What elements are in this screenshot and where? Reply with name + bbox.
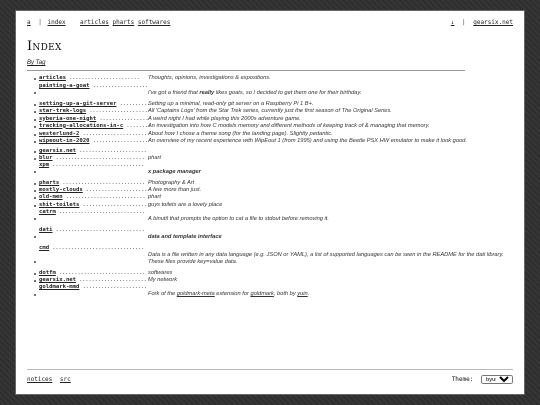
item-description: All 'Captains Logs' from the Star Trek series, currently just the first season of The Original Series. bbox=[148, 108, 392, 115]
list-item: catrm ............................ A binutil that prompts the option to cat a file to stdout before removing it. bbox=[34, 209, 513, 223]
top-nav bbox=[27, 19, 513, 29]
nav-right bbox=[451, 19, 513, 29]
page bbox=[15, 10, 525, 395]
list-item: shit-toilets ..................... guys toilets are a lovely place bbox=[34, 202, 513, 209]
tag-link[interactable]: dati bbox=[39, 226, 53, 233]
list-item: dati ............................. data and template interface bbox=[34, 227, 513, 241]
list-item: mostly-clouds .................... A few more than just. bbox=[34, 187, 513, 194]
list-item: setting-up-a-git-server .......... Setting up a minimal, read-only git server on a Raspberry Pi 1 B+. bbox=[34, 101, 513, 108]
list-item: syberia-one-night ................ A weird night I had while playing this 2000s adventure game. bbox=[34, 116, 513, 123]
tag-link[interactable]: cmd bbox=[39, 244, 50, 251]
item-description: x package manager bbox=[148, 169, 201, 176]
item-description: phart bbox=[148, 154, 161, 161]
item-description: A few more than just. bbox=[148, 187, 202, 194]
yuin-link[interactable]: yuin bbox=[297, 291, 308, 298]
item-description: About how I chose a theme song (for the landing page). Slightly pedantic. bbox=[148, 130, 333, 137]
nav-home-link[interactable]: a bbox=[27, 19, 31, 26]
notices-link[interactable]: notices bbox=[27, 376, 53, 383]
item-description: data and template interface bbox=[148, 233, 222, 240]
tag-link[interactable]: mostly-clouds bbox=[39, 187, 83, 194]
by-tag-link[interactable]: By Tag bbox=[27, 60, 46, 66]
item-description: An investigation into how C models memory and different methods of keeping track of & managing that memory. bbox=[148, 122, 430, 129]
tag-link[interactable]: setting-up-a-git-server bbox=[39, 101, 117, 108]
divider bbox=[27, 70, 465, 71]
theme-picker bbox=[452, 375, 513, 384]
item-description: phart bbox=[148, 194, 161, 201]
theme-select[interactable] bbox=[481, 375, 513, 384]
tag-link[interactable]: syberia-one-night bbox=[39, 115, 97, 122]
footer bbox=[27, 369, 513, 384]
nav-separator: | bbox=[38, 19, 42, 26]
src-link[interactable]: src bbox=[59, 376, 71, 383]
list-item: westerlund-2 ..................... About how I chose a theme song (for the landing page). Slightly pedantic. bbox=[34, 131, 513, 138]
list-item: old-men .......................... phart bbox=[34, 194, 513, 201]
goldmark-link[interactable]: goldmark bbox=[250, 291, 274, 298]
tag-link[interactable]: gearsix.net bbox=[39, 148, 77, 154]
list-item: wipeout-in-2020 .................. An overview of my recent experience with WipEout 1 (from 1995) and using the Beetle PSX HW emulator to make it look good. bbox=[34, 138, 513, 145]
list-item: blur ............................. phart bbox=[34, 155, 513, 162]
nav-softwares-link[interactable]: softwares bbox=[137, 19, 171, 26]
tag-link[interactable]: dotfm bbox=[39, 270, 56, 277]
rss-icon[interactable]: ↓ bbox=[450, 19, 455, 26]
footer-links bbox=[27, 376, 75, 383]
nav-separator: | bbox=[462, 19, 466, 26]
list-item: painting-a-goat .................. I've got a friend that really likes goats, so I decided to get them one for their birthday. bbox=[34, 83, 513, 97]
item-description: guys toilets are a lovely place bbox=[148, 201, 223, 208]
nav-left bbox=[27, 19, 170, 29]
goldmark-meta-link[interactable]: goldmark-meta bbox=[176, 291, 215, 298]
list-item: articles ....................... Thoughts, opinions, investigations & expositions. bbox=[34, 75, 513, 82]
tag-link[interactable]: catrm bbox=[39, 208, 56, 215]
item-description: Photography & Art bbox=[148, 180, 195, 187]
tag-link[interactable]: old-men bbox=[39, 194, 63, 201]
tag-link[interactable]: pharts bbox=[39, 180, 60, 187]
page-title: Index bbox=[27, 39, 62, 54]
index-list bbox=[34, 75, 513, 299]
list-item: goldmark-mmd ..................... Fork of the goldmark-meta extension for goldmark, both by yuin. bbox=[34, 284, 513, 298]
item-description: Fork of the goldmark-meta extension for goldmark, both by yuin. bbox=[148, 291, 310, 298]
item-description: Setting up a minimal, read-only git server on a Raspberry Pi 1 B+. bbox=[148, 101, 314, 108]
tag-link[interactable]: blur bbox=[39, 154, 53, 161]
tag-link[interactable]: wipeout-in-2020 bbox=[39, 137, 90, 144]
tag-link[interactable]: painting-a-goat bbox=[39, 83, 90, 90]
item-description: A weird night I had while playing this 2000s adventure game. bbox=[148, 115, 301, 122]
list-item: dotfm ............................ softwares bbox=[34, 270, 513, 277]
item-description: An overview of my recent experience with WipEout 1 (from 1995) and using the Beetle PSX HW emulator to make it look good. bbox=[148, 137, 467, 144]
nav-pharts-link[interactable]: pharts bbox=[112, 19, 135, 26]
item-description: My network bbox=[148, 277, 178, 284]
item-description: Data is a file written in any data language (e.g. JSON or YAML), a list of supported languages can be seen in the README for the dati library. These files provide key=value data. bbox=[148, 251, 504, 266]
tag-link[interactable]: tracking-allocations-in-c bbox=[39, 122, 124, 129]
list-item: star-trek-logs ................... All 'Captains Logs' from the Star Trek series, currently just the first season of The Original Series. bbox=[34, 108, 513, 115]
tag-link[interactable]: xpm bbox=[39, 162, 50, 169]
nav-articles-link[interactable]: articles bbox=[80, 19, 109, 26]
list-item: tracking-allocations-in-c ........ An investigation into how C models memory and different methods of keeping track of & managing that memory. bbox=[34, 123, 513, 130]
list-item: pharts ........................... Photography & Art bbox=[34, 180, 513, 187]
tag-link[interactable]: goldmark-mmd bbox=[39, 284, 80, 291]
theme-label: Theme: bbox=[451, 376, 474, 383]
list-item: cmd .............................. Data is a file written in any data language (e.g. JSON or YAML), a list of supported languages can be seen in the README for the dati library. These files provide key=value data. bbox=[34, 245, 513, 266]
list-item: gearsix.net ...................... bbox=[34, 148, 513, 155]
item-description: softwares bbox=[148, 270, 173, 277]
tag-link[interactable]: westerlund-2 bbox=[39, 130, 80, 137]
list-item: gearsix.net ...................... My network bbox=[34, 277, 513, 284]
nav-index-link[interactable]: index bbox=[47, 19, 66, 26]
tag-link[interactable]: shit-toilets bbox=[39, 201, 80, 208]
tag-link[interactable]: star-trek-logs bbox=[39, 108, 87, 115]
tag-link[interactable]: articles bbox=[39, 75, 66, 81]
item-description: Thoughts, opinions, investigations & expositions. bbox=[148, 75, 271, 81]
item-description: I've got a friend that really likes goats, so I decided to get them one for their birthday. bbox=[148, 90, 362, 97]
list-item: xpm .............................. x package manager bbox=[34, 162, 513, 176]
item-description: A binutil that prompts the option to cat a file to stdout before removing it. bbox=[148, 215, 329, 222]
tag-link[interactable]: gearsix.net bbox=[39, 277, 77, 284]
item-description bbox=[147, 148, 513, 155]
site-link[interactable]: gearsix.net bbox=[473, 19, 513, 26]
